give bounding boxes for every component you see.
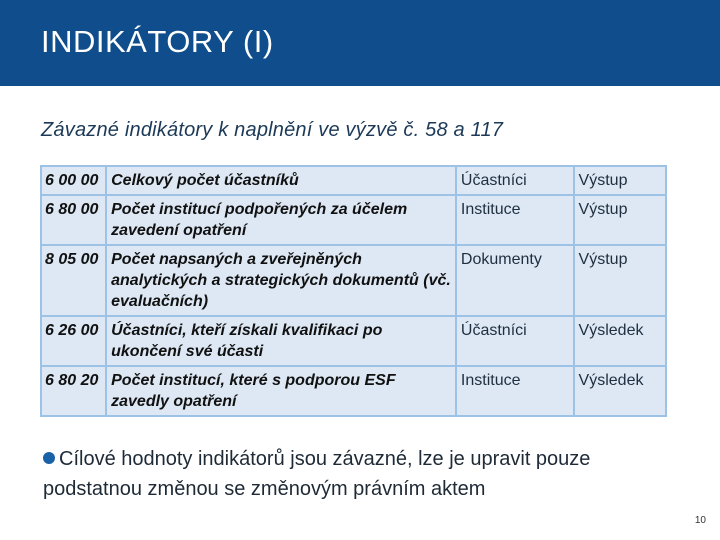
slide-title: INDIKÁTORY (I) bbox=[41, 24, 274, 59]
indicator-name: Počet institucí podpořených za účelem zavedení opatření bbox=[106, 195, 456, 245]
indicator-unit: Účastníci bbox=[456, 316, 574, 366]
indicator-type: Výstup bbox=[574, 245, 666, 316]
indicator-name: Účastníci, kteří získali kvalifikaci po ukončení své účasti bbox=[106, 316, 456, 366]
table-row bbox=[41, 245, 666, 316]
slide-subtitle: Závazné indikátory k naplnění ve výzvě č. 58 a 117 bbox=[41, 119, 504, 141]
indicator-type: Výstup bbox=[574, 166, 666, 195]
bullet-point bbox=[43, 444, 683, 504]
table-row bbox=[41, 366, 666, 416]
page-number: 10 bbox=[694, 515, 706, 526]
bullet-dot-icon bbox=[43, 452, 55, 464]
indicator-table bbox=[40, 165, 667, 417]
indicator-unit: Instituce bbox=[456, 366, 574, 416]
indicator-type: Výsledek bbox=[574, 316, 666, 366]
table-row bbox=[41, 166, 666, 195]
indicator-code: 8 05 00 bbox=[41, 245, 106, 316]
indicator-unit: Účastníci bbox=[456, 166, 574, 195]
indicator-code: 6 80 20 bbox=[41, 366, 106, 416]
table-row bbox=[41, 195, 666, 245]
indicator-code: 6 26 00 bbox=[41, 316, 106, 366]
indicator-name: Počet napsaných a zveřejněných analytických a strategických dokumentů (vč. evaluačních) bbox=[106, 245, 456, 316]
indicator-code: 6 00 00 bbox=[41, 166, 106, 195]
indicator-unit: Instituce bbox=[456, 195, 574, 245]
indicator-name: Celkový počet účastníků bbox=[106, 166, 456, 195]
title-bar bbox=[0, 0, 720, 86]
indicator-name: Počet institucí, které s podporou ESF zavedly opatření bbox=[106, 366, 456, 416]
indicator-code: 6 80 00 bbox=[41, 195, 106, 245]
indicator-unit: Dokumenty bbox=[456, 245, 574, 316]
bullet-text: Cílové hodnoty indikátorů jsou závazné, lze je upravit pouze podstatnou změnou se změnovým právním aktem bbox=[43, 448, 591, 500]
table-row bbox=[41, 316, 666, 366]
indicator-type: Výsledek bbox=[574, 366, 666, 416]
indicator-type: Výstup bbox=[574, 195, 666, 245]
